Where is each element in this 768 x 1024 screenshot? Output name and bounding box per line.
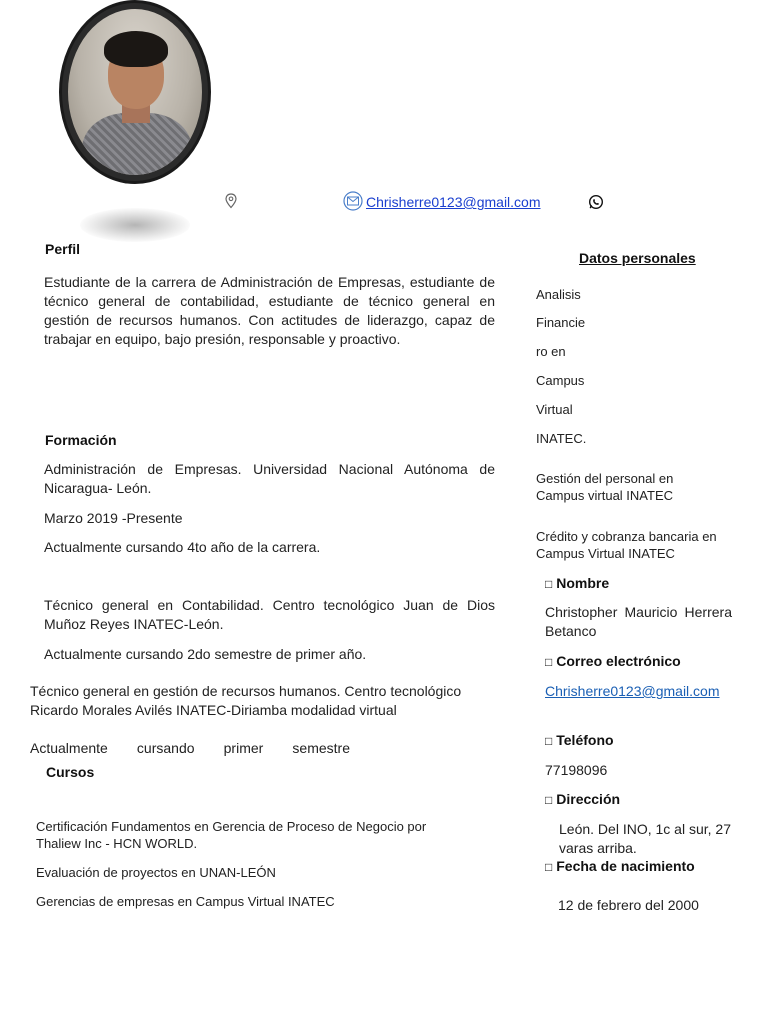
- formacion-item2-status: Actualmente cursando 2do semestre de primer año.: [44, 646, 367, 662]
- formacion-item3-title: Técnico general en gestión de recursos humanos. Centro tecnológico Ricardo Morales Avilés INATEC-Diriamba modalidad virtual: [30, 683, 462, 718]
- checkbox-glyph: □: [545, 793, 553, 807]
- fecha-label: □ Fecha de nacimiento: [545, 858, 695, 874]
- formacion-item1-status: Actualmente cursando 4to año de la carrera.: [44, 539, 321, 555]
- fecha-value: 12 de febrero del 2000: [558, 897, 699, 913]
- whatsapp-icon[interactable]: [588, 193, 604, 215]
- direccion-value: León. Del INO, 1c al sur, 27 varas arriba.: [559, 821, 731, 856]
- perfil-heading: Perfil: [45, 241, 81, 257]
- email-link[interactable]: Chrisherre0123@gmail.com: [366, 194, 541, 210]
- telefono-value: 77198096: [545, 762, 608, 778]
- checkbox-glyph: □: [545, 734, 553, 748]
- course-line: Virtual: [536, 402, 573, 417]
- perfil-text: Estudiante de la carrera de Administración de Empresas, estudiante de técnico general de contabilidad, estudiante de técnico general en gestión de recursos humanos. Con actitudes de liderazgo, capaz de trabajar en equipo, bajo presión, responsable y proactivo.: [44, 274, 495, 347]
- curso-item: Gerencias de empresas en Campus Virtual INATEC: [36, 894, 335, 909]
- course-line: Campus: [536, 373, 585, 388]
- formacion-heading: Formación: [45, 432, 117, 448]
- course-item: Gestión del personal en Campus virtual INATEC: [536, 471, 674, 503]
- decorative-shadow: [80, 208, 190, 242]
- curso-item: Certificación Fundamentos en Gerencia de Proceso de Negocio por Thaliew Inc - HCN WORLD.: [36, 819, 427, 851]
- checkbox-glyph: □: [545, 860, 553, 874]
- course-line: Financie: [536, 315, 586, 330]
- course-line: INATEC.: [536, 431, 587, 446]
- checkbox-glyph: □: [545, 655, 553, 669]
- nombre-label: □ Nombre: [545, 575, 610, 591]
- envelope-icon: [342, 191, 364, 213]
- telefono-label: □ Teléfono: [545, 732, 614, 748]
- curso-item: Evaluación de proyectos en UNAN-LEÓN: [36, 865, 276, 880]
- checkbox-glyph: □: [545, 577, 553, 591]
- direccion-label: □ Dirección: [545, 791, 621, 807]
- formacion-item1-title: Administración de Empresas. Universidad Nacional Autónoma de Nicaragua- León.: [44, 461, 495, 496]
- profile-photo: [62, 3, 208, 181]
- formacion-item3-status: Actualmente cursando primer semestre: [30, 740, 350, 756]
- course-item: Crédito y cobranza bancaria en Campus Virtual INATEC: [536, 529, 717, 561]
- formacion-item2-title: Técnico general en Contabilidad. Centro tecnológico Juan de Dios Muñoz Reyes INATEC-León.: [44, 597, 495, 632]
- nombre-value: Christopher Mauricio Herrera Betanco: [545, 604, 732, 639]
- cursos-heading: Cursos: [46, 764, 95, 780]
- map-pin-icon: [224, 192, 238, 214]
- correo-value-link[interactable]: Chrisherre0123@gmail.com: [545, 683, 720, 699]
- formacion-item1-date: Marzo 2019 -Presente: [44, 510, 183, 526]
- correo-label: □ Correo electrónico: [545, 653, 681, 669]
- course-line: Analisis: [536, 287, 581, 302]
- course-line: ro en: [536, 344, 566, 359]
- datos-personales-heading: Datos personales: [579, 250, 696, 266]
